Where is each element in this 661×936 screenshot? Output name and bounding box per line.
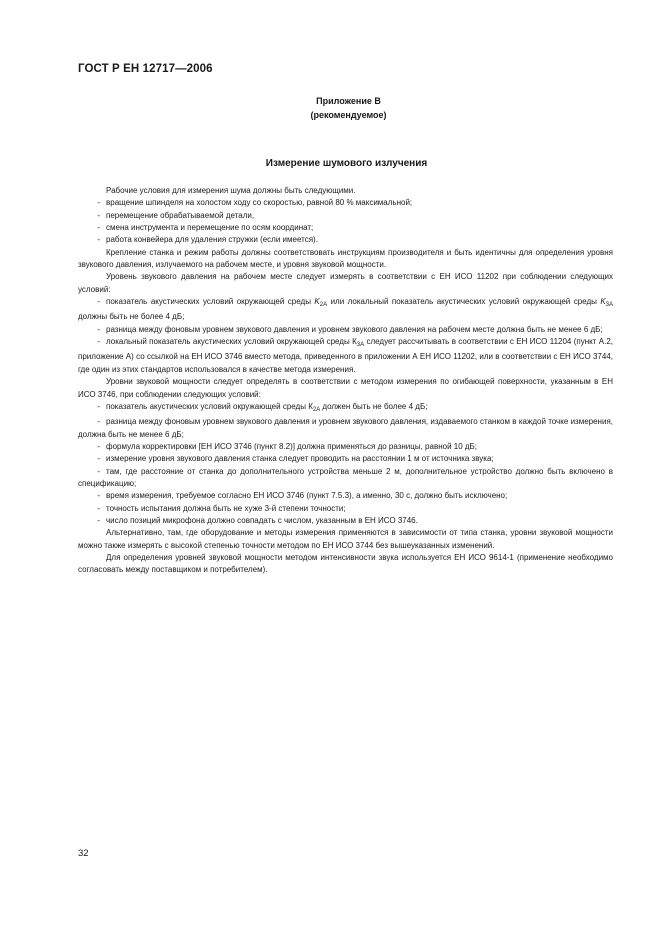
paragraph: Альтернативно, там, где оборудование и методы измерения применяются в зависимости от типа станка, уровни звуковой мощности можно также измерять с высокой степенью точности методом по ЕН ИСО 3744 без вышеуказанных изменений. — [78, 528, 613, 550]
page-number: 32 — [78, 848, 89, 859]
list-item: - смена инструмента и перемещение по осям координат; — [97, 223, 314, 233]
annex-title: Приложение В — [316, 96, 381, 106]
list-item: - точность испытания должна быть не хуже 3-й степени точности; — [97, 503, 346, 513]
document-header: ГОСТ Р ЕН 12717—2006 — [78, 63, 213, 75]
list-item: - вращение шпинделя на холостом ходу со скоростью, равной 80 % максимальной; — [97, 198, 413, 208]
list-item: - формула корректировки [ЕН ИСО 3746 (пункт 8.2)] должна применяться до разницы, равной 10 дБ; — [97, 441, 478, 451]
list-item: - число позиций микрофона должно совпадать с числом, указанным в ЕН ИСО 3746. — [97, 515, 418, 525]
list-item: - разница между фоновым уровнем звукового давления и уровнем звукового давления на рабочем месте должна быть не менее 6 дБ; — [97, 324, 603, 334]
list-item: - показатель акустических условий окружающей среды $K_{2A}$ или локальный показатель акустических условий окружающей среды $K_{3A}$ должны быть не более 4 дБ; — [78, 297, 614, 322]
paragraph: Уровни звуковой мощности следует определять в соответствии с методом измерения по огибающей поверхности, указанным в ЕН ИСО 3746, при соблюдении следующих условий: — [78, 377, 613, 399]
list-item: - перемещение обрабатываемой детали, — [97, 210, 255, 220]
list-item: - разница между фоновым уровнем звукового давления и уровнем звукового давления, издаваемого станком в каждой точке измерения, должна быть не менее 6 дБ; — [78, 417, 613, 439]
body-text — [78, 185, 613, 577]
list-item: - измерение уровня звукового давления станка следует проводить на расстоянии 1 м от источника звука; — [97, 454, 494, 464]
list-item: - там, где расстояние от станка до дополнительного устройства меньше 2 м, дополнительное устройство должно быть включено в спецификацию; — [78, 466, 613, 488]
list-item: - работа конвейера для удаления стружки (если имеется). — [97, 235, 318, 245]
list-item: - локальный показатель акустических условий окружающей среды $К_{3A}$ следует рассчитывать в соответствии с ЕН ИСО 11204 (пункт А.2, приложение А) со ссылкой на ЕН ИСО 3746 вместо метода, приведенного в приложении А ЕН ИСО 11202, или в соответствии с ЕН ИСО 3744, где один из этих стандартов использовался в качестве метода измерения. — [78, 337, 614, 374]
annex-status: (рекомендуемое) — [310, 110, 387, 120]
section-title: Измерение шумового излучения — [265, 158, 428, 169]
paragraph: Рабочие условия для измерения шума должны быть следующими. — [106, 186, 356, 195]
paragraph: Крепление станка и режим работы должны соответствовать инструкциям производителя и быть идентичны для определения уровня звукового давления, излучаемого на рабочем месте, и уровня звуковой мощности. — [78, 247, 613, 270]
annex-heading — [0, 94, 661, 122]
paragraph: Для определения уровней звуковой мощности методом интенсивности звука используется ЕН ИСО 9614-1 (применение необходимо согласовать между поставщиком и потребителем). — [78, 552, 613, 575]
list-item: - показатель акустических условий окружающей среды $К_{2A}$ должен быть не более 4 дБ; — [97, 401, 428, 413]
list-item: - время измерения, требуемое согласно ЕН ИСО 3746 (пункт 7.5.3), а именно, 30 с, должно быть исключено; — [97, 491, 508, 501]
paragraph: Уровень звукового давления на рабочем месте следует измерять в соответствии с ЕН ИСО 11202 при соблюдении следующих условий: — [78, 272, 613, 294]
